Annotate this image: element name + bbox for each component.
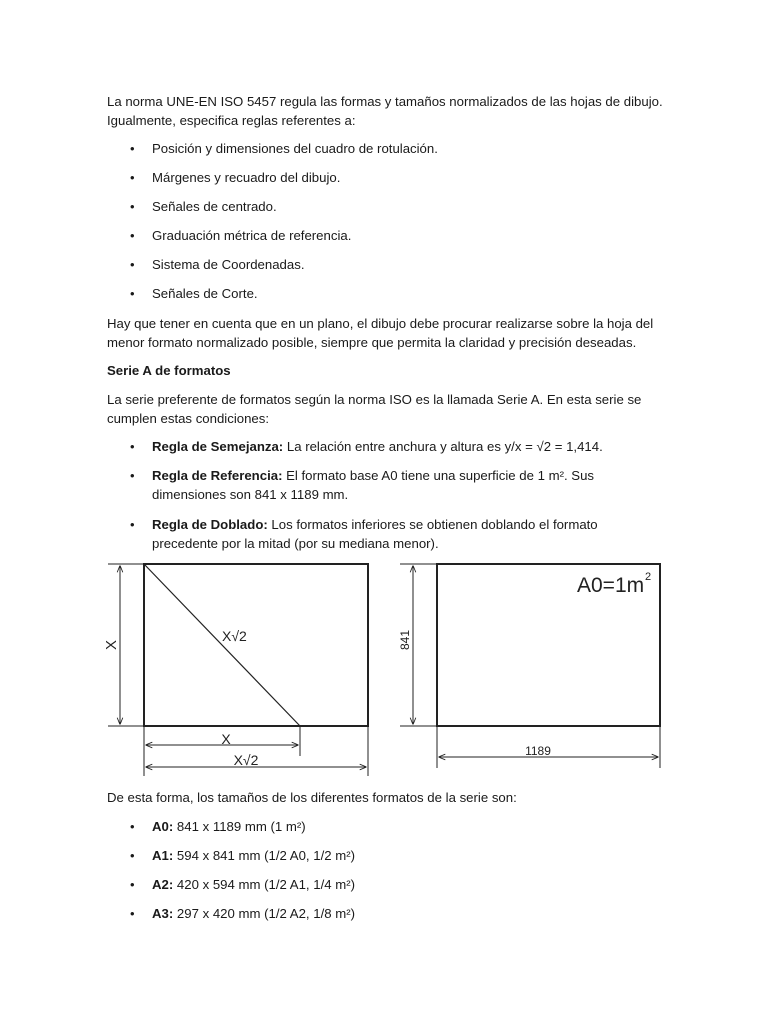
width-short-label: X	[221, 731, 231, 747]
a0-area-label: A0=1m	[577, 574, 645, 597]
section-intro: La serie preferente de formatos según la norma ISO es la llamada Serie A. En esta serie se cumplen estas condiciones:	[107, 392, 642, 426]
bullet-icon	[130, 139, 138, 158]
bullet-icon	[130, 255, 138, 274]
bullet-icon	[130, 168, 138, 187]
a0-height-label: 841	[398, 629, 412, 651]
bullet-icon	[130, 904, 138, 923]
left-height-label: X	[103, 639, 120, 651]
width-long-label: X√2	[233, 752, 259, 768]
format-diagram	[0, 555, 768, 780]
bullet-icon	[130, 846, 138, 865]
bullet-icon	[130, 226, 138, 245]
bullet-icon	[130, 817, 138, 836]
intro-paragraph: La norma UNE-EN ISO 5457 regula las formas y tamaños normalizados de las hojas de dibujo. Igualmente, especifica reglas referentes a:	[107, 94, 663, 128]
bullet-icon	[130, 197, 138, 216]
diagonal-line	[144, 564, 300, 726]
bullet-icon	[130, 875, 138, 894]
a0-width-label: 1189	[525, 744, 551, 758]
left-rectangle	[144, 564, 368, 726]
section-title: Serie A de formatos	[107, 363, 231, 378]
document-page: La norma UNE-EN ISO 5457 regula las formas y tamaños normalizados de las hojas de dibujo. Igualmente, especifica reglas referentes a: • Posición y dimensiones del cuadro de rotulación. • Márgenes y recuadro del dibujo. • Señales de centrado. • Graduación métrica de referencia. • Sistema de Coordenadas. • Señales de Corte. Hay que tener en cuenta que en un plano, el dibujo debe procurar realizarse sobre la hoja del menor formato normalizado posible, siempre que permita la claridad y precisión deseadas. Serie A de formatos La serie preferente de formatos según la norma ISO es la llamada Serie A. En esta serie se cumplen estas condiciones: • Regla de Semejanza: La relación entre anchura y altura es y/x = √2 = 1,414. • Regla de Referencia: El formato base A0 tiene una superficie de 1 m². Sus dimensiones son 841 x 1189 mm. • Regla de Doblado: Los formatos inferiores se obtienen doblando el formato precedente por la mitad (por su mediana menor). X X√2 X X√2 A0=1m 2 841 1189 De esta forma, los tamaños de los diferentes formatos de la serie son: • A0: 841 x 1189 mm (1 m²) • A1: 594 x 841 mm (1/2 A0, 1/2 m²) • A2: 420 x 594 mm (1/2 A1, 1/4 m²) • A3: 297 x 420 mm (1/2 A2, 1/8 m²)	[0, 0, 768, 1024]
bullet-icon	[130, 284, 138, 303]
note-paragraph: Hay que tener en cuenta que en un plano, el dibujo debe procurar realizarse sobre la hoja del menor formato normalizado posible, siempre que permita la claridad y precisión deseadas.	[107, 316, 654, 350]
a0-area-exponent: 2	[645, 571, 652, 583]
diagonal-label: X√2	[222, 628, 247, 644]
sizes-intro: De esta forma, los tamaños de los diferentes formatos de la serie son:	[107, 790, 517, 805]
bullet-icon	[130, 466, 138, 485]
bullet-icon	[130, 515, 138, 534]
bullet-icon	[130, 437, 138, 456]
